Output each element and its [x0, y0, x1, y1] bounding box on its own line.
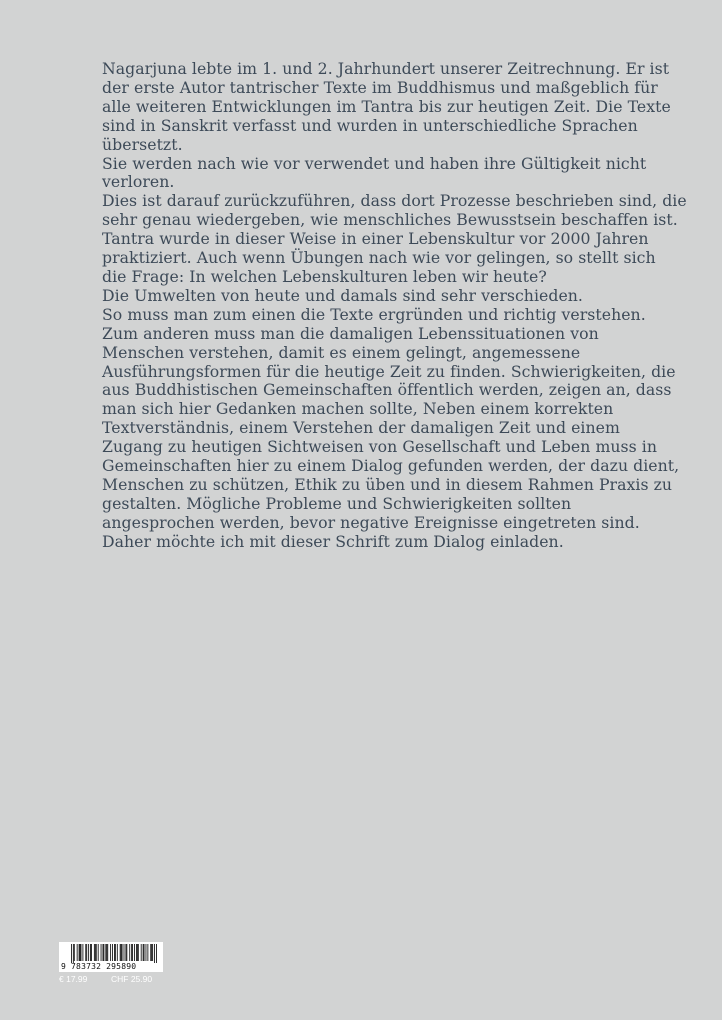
barcode-bar — [115, 944, 116, 961]
barcode-bar — [150, 944, 151, 961]
barcode-bar — [79, 944, 80, 961]
text-line: praktiziert. Auch wenn Übungen nach wie vor gelingen, so stellt sich — [102, 248, 656, 268]
price-eur: € 17.99 — [59, 974, 88, 984]
text-line: alle weiteren Entwicklungen im Tantra bis zur heutigen Zeit. Die Texte — [102, 96, 671, 116]
barcode-bar — [137, 944, 138, 961]
barcode-bar — [91, 944, 92, 961]
barcode-bar — [122, 944, 123, 961]
barcode-bar — [95, 944, 96, 961]
barcode-bar — [74, 944, 75, 961]
barcode-bar — [134, 944, 135, 961]
barcode-bar — [146, 944, 147, 961]
barcode-bar — [144, 944, 145, 961]
barcode-bar — [86, 944, 87, 961]
text-line: die Frage: In welchen Lebenskulturen leben wir heute? — [102, 266, 547, 286]
barcode-bar — [131, 944, 132, 961]
barcode-bar — [71, 944, 72, 963]
barcode-bar — [143, 944, 144, 961]
barcode-bar — [106, 944, 107, 961]
barcode-bar — [117, 944, 118, 961]
barcode-bar — [124, 944, 125, 961]
text-line: sind in Sanskrit verfasst und wurden in unterschiedliche Sprachen — [102, 115, 638, 135]
barcode-bar — [121, 944, 122, 961]
barcode-bar — [105, 944, 106, 961]
text-line: Zum anderen muss man die damaligen Lebenssituationen von — [102, 323, 599, 343]
text-line: aus Buddhistischen Gemeinschaften öffentlich werden, zeigen an, dass — [102, 380, 672, 400]
barcode-digits: 9 783732 295890 — [61, 962, 137, 971]
text-line: sehr genau wiedergeben, wie menschliches Bewusstsein beschaffen ist. — [102, 210, 678, 230]
barcode-bar — [85, 944, 86, 961]
text-line: angesprochen werden, bevor negative Ereignisse eingetreten sind. — [102, 512, 640, 532]
barcode-bar — [120, 944, 121, 961]
text-line: Zugang zu heutigen Sichtweisen von Gesellschaft und Leben muss in — [102, 437, 657, 457]
barcode-bar — [80, 944, 81, 961]
barcode-bar — [147, 944, 148, 961]
text-line: Tantra wurde in dieser Weise in einer Lebenskultur vor 2000 Jahren — [102, 229, 649, 249]
barcode-bar — [103, 944, 104, 961]
barcode-bar — [90, 944, 91, 961]
text-line: übersetzt. — [102, 134, 183, 154]
barcode-bar — [156, 944, 157, 963]
text-line: So muss man zum einen die Texte ergründen und richtig verstehen. — [102, 304, 646, 324]
barcode-bars — [59, 942, 163, 964]
text-line: Textverständnis, einem Verstehen der damaligen Zeit und einem — [102, 418, 620, 438]
text-line: der erste Autor tantrischer Texte im Buddhismus und maßgeblich für — [102, 77, 658, 97]
text-line: Ausführungsformen für die heutige Zeit zu finden. Schwierigkeiten, die — [102, 361, 676, 381]
text-line: Daher möchte ich mit dieser Schrift zum Dialog einladen. — [102, 531, 564, 551]
barcode-bar — [129, 944, 130, 961]
text-line: verloren. — [102, 172, 175, 192]
text-line: Sie werden nach wie vor verwendet und haben ihre Gültigkeit nicht — [102, 153, 647, 173]
barcode-bar — [138, 944, 139, 961]
price-chf: CHF 25.90 — [111, 974, 153, 984]
back-cover-text — [102, 59, 687, 552]
barcode-bar — [112, 944, 113, 961]
barcode-bar — [141, 944, 142, 961]
barcode-bar — [77, 944, 78, 961]
barcode-bar — [126, 944, 127, 961]
barcode-bar — [132, 944, 133, 961]
barcode-bar — [110, 944, 111, 961]
barcode — [59, 942, 163, 972]
barcode-bar — [88, 944, 89, 961]
barcode-bar — [154, 944, 155, 963]
barcode-bar — [103, 944, 104, 961]
text-line: Menschen verstehen, damit es einem gelingt, angemessene — [102, 342, 581, 362]
text-line: Menschen zu schützen, Ethik zu üben und in diesem Rahmen Praxis zu — [102, 474, 673, 494]
text-line: Dies ist darauf zurückzuführen, dass dort Prozesse beschrieben sind, die — [102, 191, 687, 211]
barcode-bar — [125, 944, 126, 961]
text-line: Nagarjuna lebte im 1. und 2. Jahrhundert unserer Zeitrechnung. Er ist — [102, 59, 670, 78]
text-line: gestalten. Mögliche Probleme und Schwierigkeiten sollten — [102, 493, 572, 513]
barcode-bar — [101, 944, 102, 961]
barcode-bar — [98, 944, 99, 961]
barcode-bar — [114, 944, 115, 961]
barcode-bar — [82, 944, 83, 961]
barcode-bar — [73, 944, 74, 963]
barcode-bar — [81, 944, 82, 961]
text-line: Gemeinschaften hier zu einem Dialog gefunden werden, der dazu dient, — [102, 456, 680, 476]
barcode-bar — [94, 944, 95, 961]
barcode-bar — [136, 944, 137, 961]
text-line: Die Umwelten von heute und damals sind sehr verschieden. — [102, 285, 583, 305]
barcode-bar — [96, 944, 97, 961]
text-line: man sich hier Gedanken machen sollte, Neben einem korrekten — [102, 399, 614, 419]
barcode-bar — [151, 944, 152, 961]
barcode-bar — [107, 944, 108, 961]
barcode-bar — [152, 944, 153, 961]
